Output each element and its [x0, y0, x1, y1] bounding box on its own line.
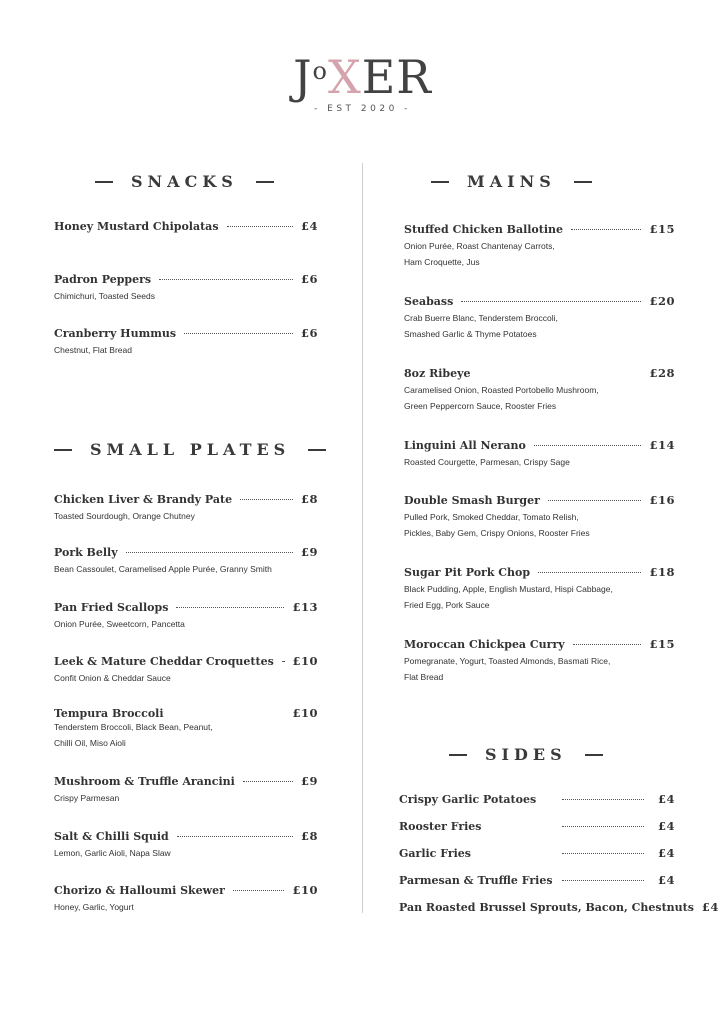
menu-item [54, 219, 318, 233]
title-dash-right [256, 181, 274, 183]
item-description [404, 238, 675, 270]
item-price: £9 [300, 774, 318, 788]
item-name: Crispy Garlic Potatoes [399, 793, 537, 806]
section-title-text: MAINS [467, 172, 556, 191]
item-description [404, 581, 675, 613]
item-description-line: Fried Egg, Pork Sauce [404, 600, 490, 610]
item-price: £9 [300, 545, 318, 559]
item-price: £8 [300, 829, 318, 843]
dotted-leader [282, 661, 285, 662]
section-title-text: SMALL PLATES [90, 440, 291, 459]
item-name: Cranberry Hummus [54, 327, 177, 340]
item-price: £13 [292, 600, 318, 614]
item-description-line: Smashed Garlic & Thyme Potatoes [404, 329, 537, 339]
dotted-leader [562, 799, 644, 800]
logo-letter-x: X [327, 50, 362, 104]
item-name: Pan Fried Scallops [54, 601, 169, 614]
item-price: £4 [657, 792, 675, 806]
item-description: Lemon, Garlic Aioli, Napa Slaw [54, 848, 171, 858]
title-dash-left [449, 754, 467, 756]
menu-item [399, 900, 719, 914]
item-price: £4 [657, 846, 675, 860]
menu-item [399, 873, 675, 887]
title-dash-left [54, 449, 72, 451]
menu-item [54, 706, 318, 751]
menu-item [54, 272, 318, 304]
menu-item [404, 438, 675, 470]
logo-established: - EST 2020 - [314, 104, 411, 114]
item-name: Rooster Fries [399, 820, 482, 833]
item-name: Pan Roasted Brussel Sprouts, Bacon, Chestnuts [399, 901, 694, 914]
item-price: £15 [649, 222, 675, 236]
item-description: Onion Purée, Sweetcorn, Pancetta [54, 619, 185, 629]
section-title-text: SIDES [485, 745, 567, 764]
item-price: £8 [300, 492, 318, 506]
item-price: £4 [657, 873, 675, 887]
item-description-line: Flat Bread [404, 672, 444, 682]
menu-item [404, 565, 675, 613]
item-name: Parmesan & Truffle Fries [399, 874, 553, 887]
title-dash-left [431, 181, 449, 183]
section-title-mains [431, 172, 592, 191]
item-description [404, 382, 675, 414]
item-description [404, 653, 675, 685]
item-name: Moroccan Chickpea Curry [404, 638, 565, 651]
item-price: £28 [649, 366, 675, 380]
item-price: £10 [292, 706, 318, 720]
menu-item [399, 819, 675, 833]
dotted-leader [227, 226, 293, 227]
item-description: Chimichuri, Toasted Seeds [54, 291, 155, 301]
item-price: £6 [300, 272, 318, 286]
dotted-leader [571, 229, 641, 230]
item-description-line: Black Pudding, Apple, English Mustard, Hispi Cabbage, [404, 584, 613, 594]
logo-letters-er: ER [361, 50, 432, 104]
menu-item [54, 774, 318, 806]
item-description-line: Pickles, Baby Gem, Crispy Onions, Rooster Fries [404, 528, 590, 538]
item-description-line: Caramelised Onion, Roasted Portobello Mushroom, [404, 385, 599, 395]
item-name: Garlic Fries [399, 847, 471, 860]
title-dash-right [308, 449, 326, 451]
dotted-leader [233, 890, 285, 891]
item-description: Bean Cassoulet, Caramelised Apple Purée, Granny Smith [54, 564, 272, 574]
item-price: £10 [292, 883, 318, 897]
dotted-leader [548, 500, 642, 501]
item-description: Confit Onion & Cheddar Sauce [54, 673, 171, 683]
menu-item [404, 493, 675, 541]
dotted-leader [240, 499, 293, 500]
item-name: Mushroom & Truffle Arancini [54, 775, 235, 788]
menu-item [54, 326, 318, 358]
item-description-line: Ham Croquette, Jus [404, 257, 480, 267]
item-name: Honey Mustard Chipolatas [54, 220, 219, 233]
menu-item [399, 846, 675, 860]
item-name: Seabass [404, 295, 454, 308]
menu-item [404, 294, 675, 342]
section-title-snacks [95, 172, 274, 191]
menu-item [54, 654, 318, 686]
dotted-leader [159, 279, 293, 280]
item-price: £15 [649, 637, 675, 651]
item-description-line: Pulled Pork, Smoked Cheddar, Tomato Relish, [404, 512, 579, 522]
item-description-line: Green Peppercorn Sauce, Rooster Fries [404, 401, 557, 411]
menu-item [404, 637, 675, 685]
item-name: Pork Belly [54, 546, 118, 559]
item-price: £18 [649, 565, 675, 579]
item-price: £4 [300, 219, 318, 233]
dotted-leader [573, 644, 642, 645]
item-name: 8oz Ribeye [404, 367, 471, 380]
dotted-leader [562, 880, 644, 881]
item-price: £6 [300, 326, 318, 340]
item-description-line: Tenderstem Broccoli, Black Bean, Peanut, [54, 722, 213, 732]
item-price: £14 [649, 438, 675, 452]
menu-item [54, 600, 318, 632]
dotted-leader [176, 607, 284, 608]
logo-letter-j: J [293, 50, 313, 104]
logo-letter-o: o [312, 57, 328, 85]
item-description-line: Pomegranate, Yogurt, Toasted Almonds, Basmati Rice, [404, 656, 611, 666]
dotted-leader [184, 333, 293, 334]
dotted-leader [562, 826, 644, 827]
logo-wordmark [0, 46, 725, 102]
item-name: Leek & Mature Cheddar Croquettes [54, 655, 274, 668]
dotted-leader [177, 836, 293, 837]
section-title-small-plates [54, 440, 326, 459]
menu-item [54, 492, 318, 524]
item-price: £4 [657, 819, 675, 833]
section-title-sides [449, 745, 603, 764]
item-description [404, 509, 675, 541]
item-name: Tempura Broccoli [54, 707, 164, 720]
menu-item [54, 545, 318, 577]
item-description: Chestnut, Flat Bread [54, 345, 132, 355]
item-price: £10 [292, 654, 318, 668]
dotted-leader [461, 301, 641, 302]
item-description: Toasted Sourdough, Orange Chutney [54, 511, 195, 521]
item-description-line: Onion Purée, Roast Chantenay Carrots, [404, 241, 555, 251]
menu-item [404, 366, 675, 414]
dotted-leader [126, 552, 293, 553]
item-description-line: Chilli Oil, Miso Aioli [54, 738, 126, 748]
item-name: Chorizo & Halloumi Skewer [54, 884, 225, 897]
item-description: Crispy Parmesan [54, 793, 120, 803]
dotted-leader [562, 853, 644, 854]
restaurant-logo [0, 46, 725, 114]
item-price: £20 [649, 294, 675, 308]
item-description [54, 719, 318, 751]
item-name: Chicken Liver & Brandy Pate [54, 493, 233, 506]
item-name: Sugar Pit Pork Chop [404, 566, 531, 579]
menu-item [54, 883, 318, 915]
dotted-leader [534, 445, 642, 446]
item-name: Salt & Chilli Squid [54, 830, 169, 843]
item-name: Double Smash Burger [404, 494, 540, 507]
item-price: £4 [701, 900, 719, 914]
title-dash-left [95, 181, 113, 183]
title-dash-right [574, 181, 592, 183]
item-description-line: Crab Buerre Blanc, Tenderstem Broccoli, [404, 313, 558, 323]
item-name: Linguini All Nerano [404, 439, 526, 452]
menu-item [404, 222, 675, 270]
section-title-text: SNACKS [131, 172, 238, 191]
item-name: Padron Peppers [54, 273, 152, 286]
column-divider [362, 163, 363, 913]
dotted-leader [538, 572, 641, 573]
menu-item [54, 829, 318, 861]
title-dash-right [585, 754, 603, 756]
item-description [404, 310, 675, 342]
item-price: £16 [649, 493, 675, 507]
item-description: Roasted Courgette, Parmesan, Crispy Sage [404, 457, 570, 467]
item-name: Stuffed Chicken Ballotine [404, 223, 564, 236]
item-description: Honey, Garlic, Yogurt [54, 902, 134, 912]
menu-item [399, 792, 675, 806]
dotted-leader [243, 781, 293, 782]
